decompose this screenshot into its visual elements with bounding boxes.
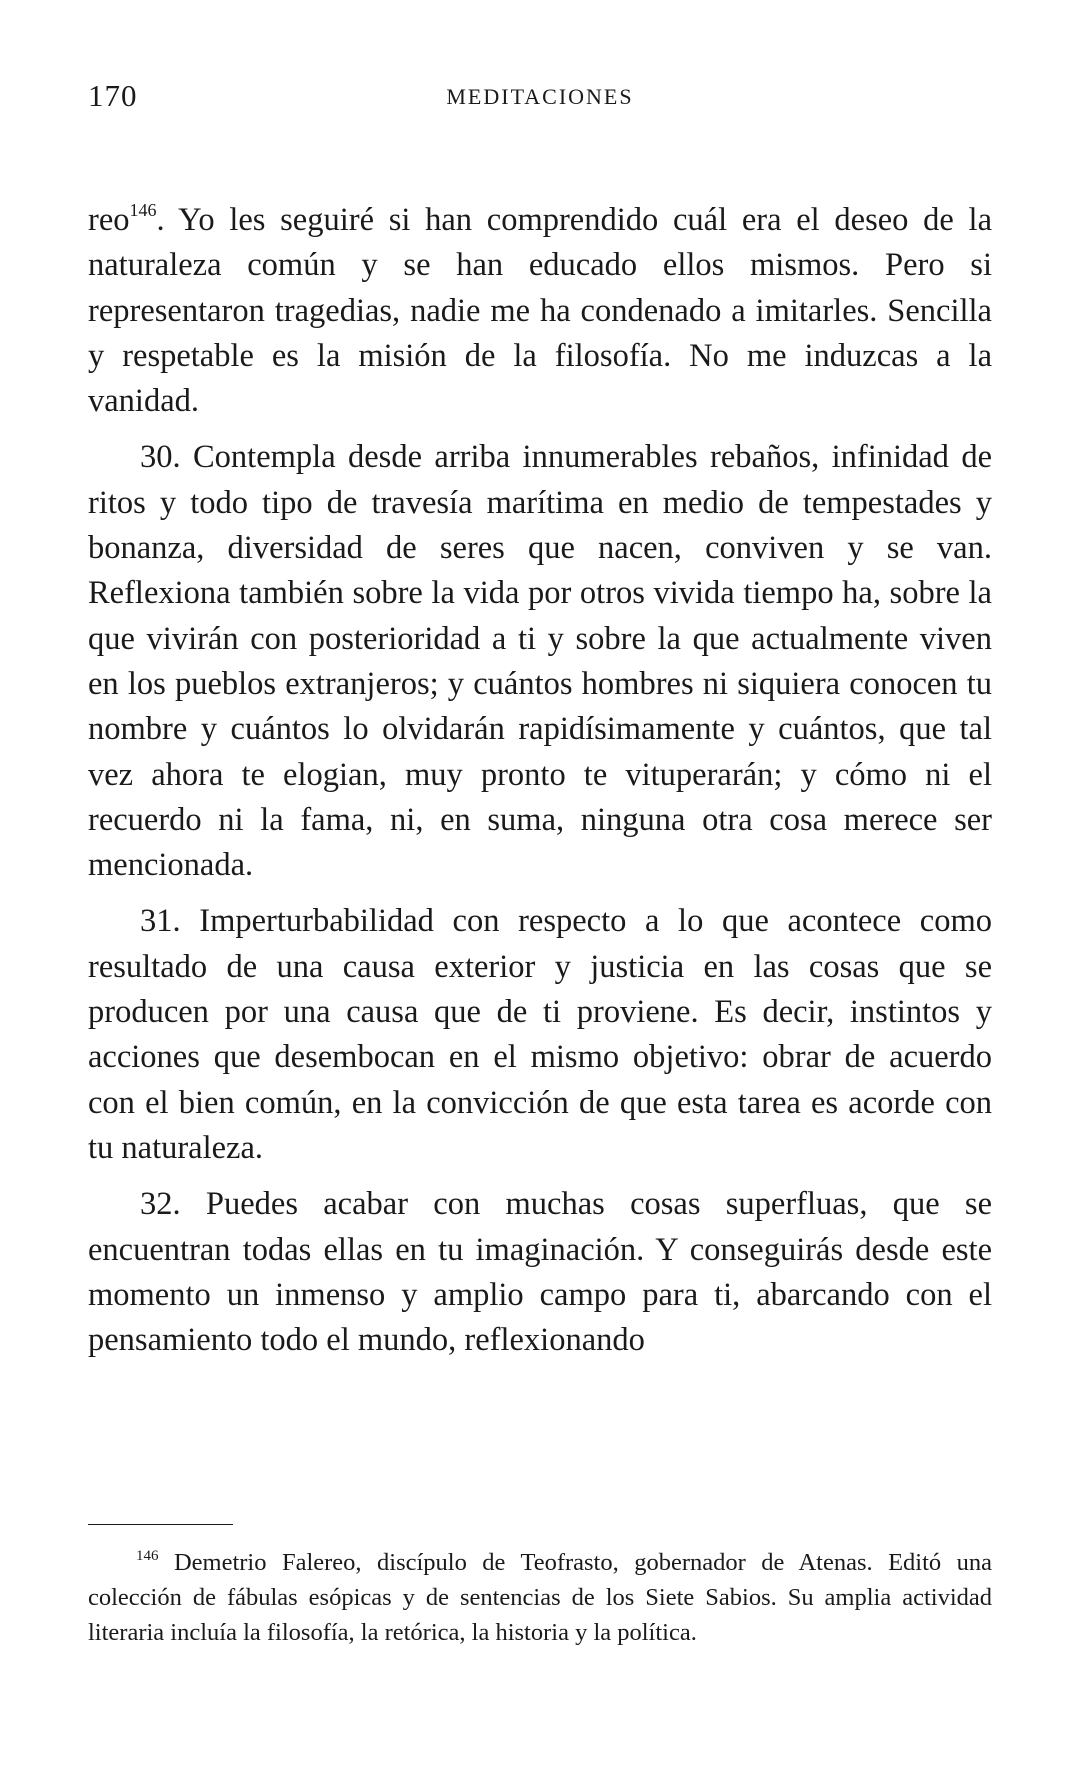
footnote-text: Demetrio Falereo, discípulo de Teofrasto, gobernador de Atenas. Editó una colección de fábulas esópicas y de sentencias de los Siete Sabios. Su amplia actividad literaria incluía la filosofía, la retórica, la historia y la política. bbox=[88, 1549, 993, 1646]
page-number: 170 bbox=[88, 78, 138, 113]
running-head bbox=[88, 78, 992, 118]
paragraph-30-text: 30. Contempla desde arriba innumerables rebaños, infinidad de ritos y todo tipo de travesía marítima en medio de tempestades y bonanza, diversidad de seres que nacen, conviven y se van. Reflexiona también sobre la vida por otros vivida tiempo ha, sobre la que vivirán con posterioridad a ti y sobre la que actualmente viven en los pueblos extranjeros; y cuántos hombres ni siquiera conocen tu nombre y cuántos lo olvidarán rapidísimamente y cuántos, que tal vez ahora te elogian, muy pronto te vituperarán; y cómo ni el recuerdo ni la fama, ni, en suma, ninguna otra cosa merece ser mencionada. bbox=[88, 439, 992, 884]
paragraph-30 bbox=[88, 435, 992, 888]
paragraph-text: . Yo les seguiré si han comprendido cuál era el deseo de la naturaleza común y se han educado ellos mismos. Pero si representaron tragedias, nadie me ha condenado a imitarles. Sencilla y respetable es la misión de la filosofía. No me induzcas a la vanidad. bbox=[88, 202, 992, 420]
book-page bbox=[88, 0, 992, 1766]
running-title: MEDITACIONES bbox=[446, 84, 634, 109]
paragraph-32 bbox=[88, 1182, 992, 1363]
body-text bbox=[88, 198, 992, 1363]
paragraph-32-text: 32. Puedes acabar con muchas cosas superfluas, que se encuentran todas ellas en tu imaginación. Y conseguirás desde este momento un inmenso y amplio campo para ti, abarcando con el pensamiento todo el mundo, reflexionando bbox=[88, 1186, 992, 1359]
paragraph-lead: reo bbox=[88, 202, 130, 238]
paragraph-continuation bbox=[88, 198, 992, 424]
footnote-146 bbox=[88, 1545, 992, 1650]
paragraph-31-text: 31. Imperturbabilidad con respecto a lo que acontece como resultado de una causa exterior y justicia en las cosas que se producen por una causa que de ti proviene. Es decir, instintos y acciones que desembocan en el mismo objetivo: obrar de acuerdo con el bien común, en la convicción de que esta tarea es acorde con tu naturaleza. bbox=[88, 903, 992, 1166]
paragraph-31 bbox=[88, 899, 992, 1171]
footnote-divider bbox=[88, 1524, 233, 1525]
footnote-reference: 146 bbox=[129, 200, 157, 220]
footnote-number: 146 bbox=[136, 1548, 159, 1564]
